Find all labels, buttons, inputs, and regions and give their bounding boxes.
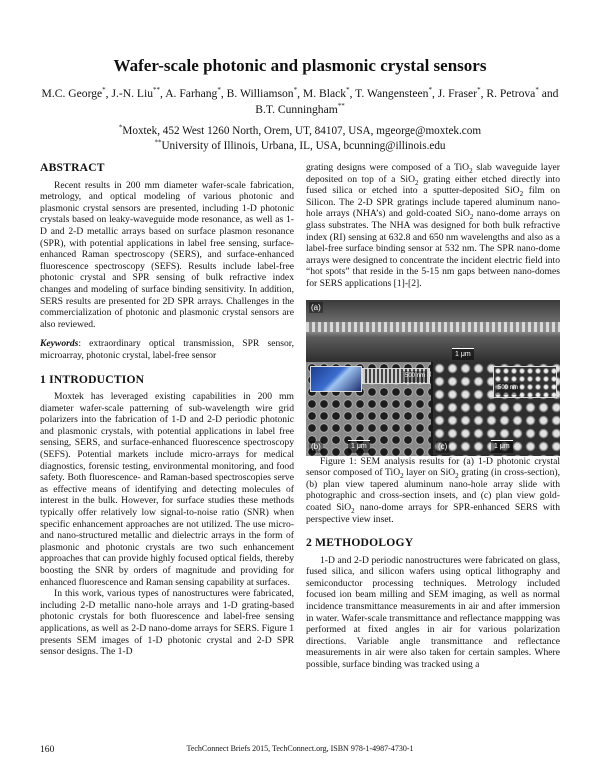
author: J.-N. Liu**, (111, 86, 166, 100)
cross-section-inset (362, 368, 430, 384)
right-column (306, 162, 560, 671)
paper-title: Wafer-scale photonic and plasmonic crystal sensors (113, 56, 487, 75)
intro-heading: 1 INTRODUCTION (40, 372, 145, 386)
left-column (40, 162, 294, 658)
intro-paragraph-2: In this work, various types of nanostructures were fabricated, including 2-D metallic nano-hole arrays and 1-D grating-based photonic crystals for both fluorescence and label-free sensing applications, as well as 2-D nano-dome arrays for SERS. Figure 1 presents SEM images of 1-D photonic crystal and 2-D SPR sensor designs. The 1-D (40, 588, 294, 658)
scale-bar-c: 1 μm (491, 440, 513, 453)
author: B. Williamson*, (226, 86, 303, 100)
author-list (40, 86, 560, 118)
author: M.C. George*, (41, 86, 112, 100)
author: R. Petrova* and (486, 86, 559, 100)
sem-image-a (306, 300, 560, 362)
affiliation: **University of Illinois, Urbana, IL, USA, bcunning@illinois.edu (154, 138, 446, 152)
panel-label-c: (c) (438, 441, 448, 451)
inset-scale-b: 500 nm (403, 371, 427, 383)
panel-label-a: (a) (311, 302, 321, 312)
author: B.T. Cunningham** (255, 102, 345, 116)
panel-label-b: (b) (311, 441, 321, 451)
affiliations (40, 124, 560, 154)
sem-image-c (433, 362, 560, 456)
author: T. Wangensteen*, (355, 86, 438, 100)
figure-caption: Figure 1: SEM analysis results for (a) 1-D photonic crystal sensor composed of TiO$_2$ layer on SiO$_2$ grating (in cross-section), (b) plan view tapered aluminum nano-hole array slide with photographic and cross-section insets, and (c) plan view gold-coated SiO$_2$ nano-dome arrays for SPR-enhanced SERS with perspective view inset. (306, 455, 560, 525)
photo-inset (310, 366, 362, 392)
scale-bar-a: 1 μm (452, 348, 474, 361)
author: A. Farhang*, (165, 86, 227, 100)
figure-1 (306, 300, 560, 456)
sem-image-b (306, 362, 431, 456)
scale-bar-b: 1 μm (348, 440, 370, 453)
keywords: Keywords: extraordinary optical transmission, SPR sensor, microarray, photonic crystal, label-free sensor (40, 338, 294, 361)
perspective-inset (493, 366, 557, 398)
grating-cross-section (306, 322, 560, 332)
body-paragraph: grating designs were composed of a TiO$_2$ slab waveguide layer deposited on top of a SiO$_2$ grating either etched directly into fused silica or etched into a sputter-deposited SiO$_2$ film on Silicon. The 2-D SPR gratings include tapered aluminum nano-hole arrays (NHA’s) and gold-coated SiO$_2$ nano-dome arrays on glass substrates. The NHA was designed for both bulk refractive index (RI) sensing at 632.8 and 650 nm wavelengths and also as a label-free surface binding sensor at 532 nm. The SPR nano-dome arrays were designed to concentrate the incident electric field into “hot spots” that reside in the 5-15 nm gaps between nano-domes for SERS applications [1]-[2]. (306, 162, 560, 289)
affiliation: *Moxtek, 452 West 1260 North, Orem, UT, 84107, USA, mgeorge@moxtek.com (118, 123, 482, 137)
author: J. Fraser*, (437, 86, 487, 100)
footer-text: TechConnect Briefs 2015, TechConnect.org, ISBN 978-1-4987-4730-1 (186, 744, 414, 753)
abstract-heading: ABSTRACT (40, 161, 105, 174)
abstract-text: Recent results in 200 mm diameter wafer-scale fabrication, metrology, and optical modeling of various photonic and plasmonic crystal sensors are presented, including 1-D photonic crystals based on leaky-waveguide mode resonance, as well as 1-D and 2-D metallic arrays based on surface plasmon resonance (SPR), with potential applications in label free sensing, surface-enhanced Raman spectroscopy (SERS), and surface-enhanced fluorescence spectroscopy (SEFS). Results include label-free photonic crystal and SPR sensing of bulk refractive index changes and modeling of surface binding sensitivity. In addition, SERS results are presented for 2D SPR arrays. Challenges in the commercialization of photonic and plasmonic crystal sensors are also reviewed. (40, 179, 294, 330)
page-number: 160 (40, 744, 55, 755)
inset-scale-c: 500 nm (496, 383, 520, 395)
methodology-text: 1-D and 2-D periodic nanostructures were fabricated on glass, fused silica, and silicon wafers using optical lithography and semiconductor processing techniques. Metrology included focused ion beam milling and SEM imaging, as well as normal incidence transmittance measurements in air and after immersion in water. Wafer-scale transmittance and reflectance mappping was performed at fixed angles in air for various polarization directions. Variable angle transmittance and reflectance measurements in air were also taken for certain samples. Where possible, surface binding was tracked using a (306, 554, 560, 671)
methodology-heading: 2 METHODOLOGY (306, 536, 414, 550)
intro-paragraph-1: Moxtek has leveraged existing capabilities in 200 mm diameter wafer-scale patterning of sub-wavelength wire grid polarizers into the fabrication of 1-D and 2-D periodic photonic and plasmonic crystals, with potential applications in label free sensing, SERS, and surface-enhanced fluorescence spectroscopy (SEFS). Potential markets include micro-arrays for medical diagnostics, forensic testing, environmental monitoring, and food safety. Both fluorescence- and Raman-based spectroscopies serve as effective means of identifying and detecting molecules of interest in the bulk. However, for surface studies these methods typically offer relatively low signal-to-noise ratio (SNR) when specific enhancement approaches are not utilized. The use micro- and nano-structured metallic and dielectric arrays in the form of plasmonic and photonic crystals are two such enhancement approaches that can provide highly focused optical fields, thereby boosting the SNR by orders of magnitude and providing for enhanced fluorescence and Raman sensing capability at surfaces. (40, 391, 294, 588)
author: M. Black*, (302, 86, 356, 100)
